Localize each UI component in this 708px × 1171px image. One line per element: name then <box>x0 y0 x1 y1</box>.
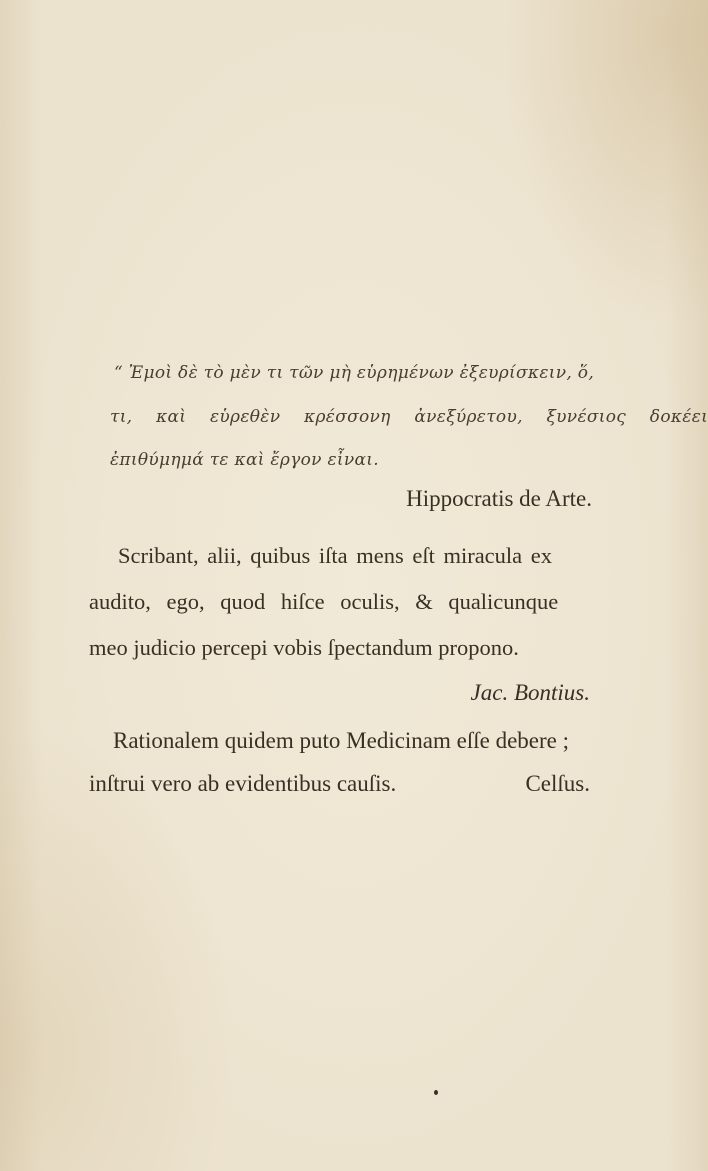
bontius-signature: Jac. Bontius. <box>470 680 590 705</box>
bontius-quote-line-2: audito, ego, quod hiſce oculis, & qualicunque <box>89 589 559 614</box>
greek-epigraph-line-3: ἐπιθύμημά τε καὶ ἔργον εἶναι. <box>110 450 379 470</box>
bontius-quote-line-3: meo judicio percepi vobis ſpectandum propono. <box>89 635 519 660</box>
bontius-quote-line-1: Scribant, alii, quibus iſta mens eſt miracula ex <box>118 543 553 568</box>
celsus-quote-line-1: Rationalem quidem puto Medicinam eſſe debere ; <box>113 728 570 753</box>
greek-epigraph-line-2: τι, καὶ εὑρεθὲν κρέσσονη ἀνεξύρετου, ξυνέσιος δοκέει <box>110 407 708 427</box>
ink-speck <box>434 1090 438 1095</box>
celsus-quote-line-2: inſtrui vero ab evidentibus cauſis. <box>89 771 397 796</box>
celsus-attribution: Celſus. <box>525 771 590 796</box>
hippocrates-attribution: Hippocratis de Arte. <box>406 486 592 511</box>
greek-epigraph-line-1: “ Ἐμοὶ δὲ τὸ μὲν τι τῶν μὴ εὑρημένων ἐξευρίσκειν, ὅ, <box>114 363 595 383</box>
